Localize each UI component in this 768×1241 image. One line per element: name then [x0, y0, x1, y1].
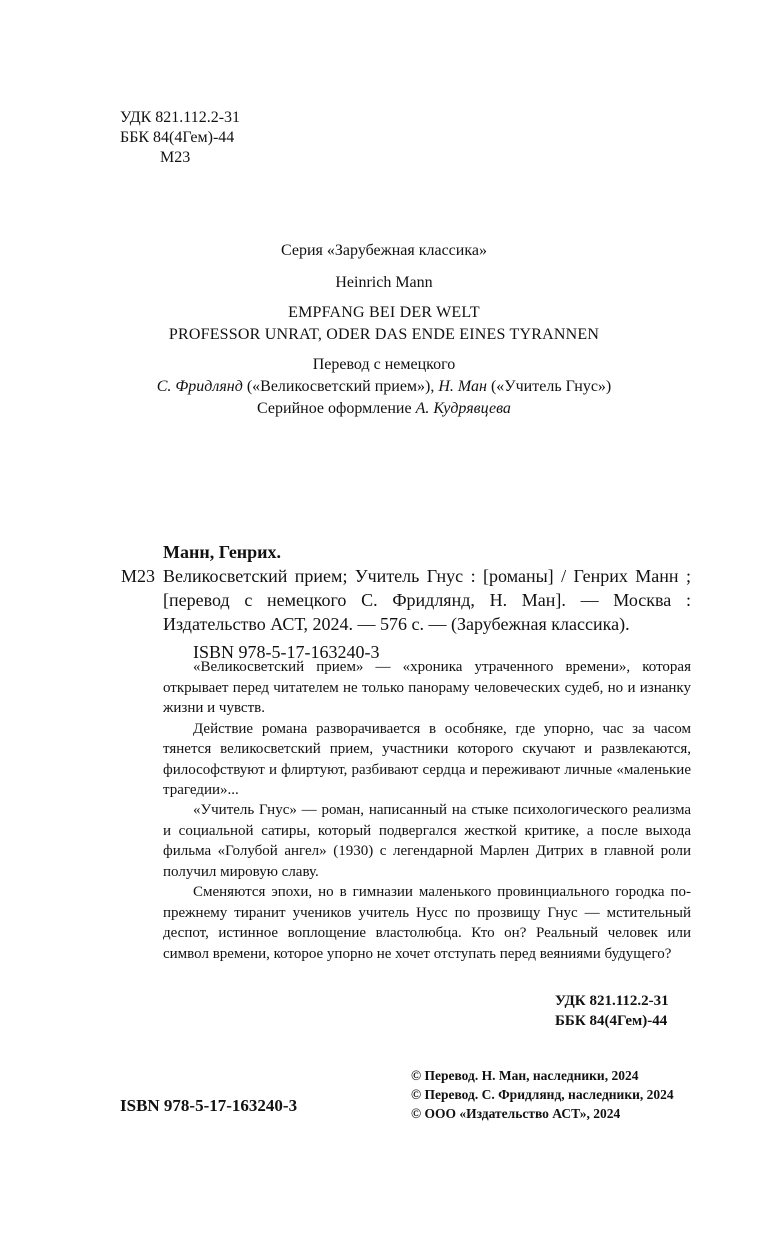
copyright-block	[411, 1066, 674, 1123]
translator-2-work: («Учитель Гнус»)	[486, 378, 612, 395]
copyright-line: © ООО «Издательство АСТ», 2024	[411, 1106, 621, 1121]
udk-code: УДК 821.112.2-31	[120, 109, 241, 126]
design-line	[0, 398, 768, 420]
annotation-second-novel	[163, 800, 691, 964]
entry-author: Манн, Генрих.	[163, 542, 282, 562]
annotation-paragraph: Действие романа разворачивается в особняке, где упорно, час за часом тянется великосветский прием, участники которого скучают и развлекаются, философствуют и флиртуют, разбивают сердца и переживают личные «маленькие трагедии»...	[163, 720, 691, 798]
translator-2: Н. Ман	[438, 378, 487, 395]
annotation-first-novel	[163, 657, 691, 801]
footer-udk: УДК 821.112.2-31	[555, 993, 669, 1009]
copyright-line: © Перевод. Н. Ман, наследники, 2024	[411, 1068, 639, 1083]
entry-reference	[121, 564, 691, 636]
bbk-code: ББК 84(4Гем)-44	[120, 129, 235, 146]
entry-isbn: ISBN 978-5-17-163240-3	[193, 642, 380, 662]
designer-name: А. Кудрявцева	[415, 400, 511, 417]
entry-author-mark: М23	[121, 566, 156, 586]
design-label: Серийное оформление	[257, 400, 416, 417]
author-mark: М23	[160, 149, 191, 166]
translators-line	[0, 376, 768, 398]
original-title-1: EMPFANG BEI DER WELT	[288, 304, 480, 321]
bibliographic-entry	[121, 540, 691, 664]
classification-codes	[120, 108, 240, 168]
translator-1: С. Фридлянд	[156, 378, 243, 395]
translation-label: Перевод с немецкого	[312, 356, 456, 373]
credits-block	[0, 240, 768, 420]
footer-codes	[555, 991, 669, 1031]
original-author: Heinrich Mann	[335, 274, 433, 291]
series-line: Серия «Зарубежная классика»	[281, 242, 487, 259]
annotation-paragraph: «Учитель Гнус» — роман, написанный на стыке психологического реализма и социальной сатиры, который подвергался жесткой критике, а после выхода фильма «Голубой ангел» (1930) с легендарной Марлен Дитрих в главной роли получил мировую славу.	[163, 802, 691, 880]
entry-reference-text: Великосветский прием; Учитель Гнус : [романы] / Генрих Манн ; [перевод с немецкого С. Фридлянд, Н. Ман]. — Москва : Издательство АСТ, 2024. — 576 с. — (Зарубежная классика).	[163, 566, 691, 634]
original-title-2: PROFESSOR UNRAT, ODER DAS ENDE EINES TYRANNEN	[168, 326, 600, 343]
copyright-line: © Перевод. С. Фридлянд, наследники, 2024	[411, 1087, 674, 1102]
translator-1-work: («Великосветский прием»),	[242, 378, 439, 395]
footer-bbk: ББК 84(4Гем)-44	[555, 1013, 668, 1029]
footer-isbn: ISBN 978-5-17-163240-3	[120, 1096, 298, 1115]
annotation-paragraph: Сменяются эпохи, но в гимназии маленького провинциального городка по-прежнему тиранит учеников учитель Нусс по прозвищу Гнус — мстительный деспот, истинное воплощение властолюбца. Кто он? Реальный человек или символ времени, которое упорно не хочет отступать перед веяниями будущего?	[163, 884, 691, 962]
annotation-paragraph: «Великосветский прием» — «хроника утраченного времени», которая открывает перед читателем не только панораму человеческих судеб, но и изнанку жизни и чувств.	[163, 659, 691, 716]
